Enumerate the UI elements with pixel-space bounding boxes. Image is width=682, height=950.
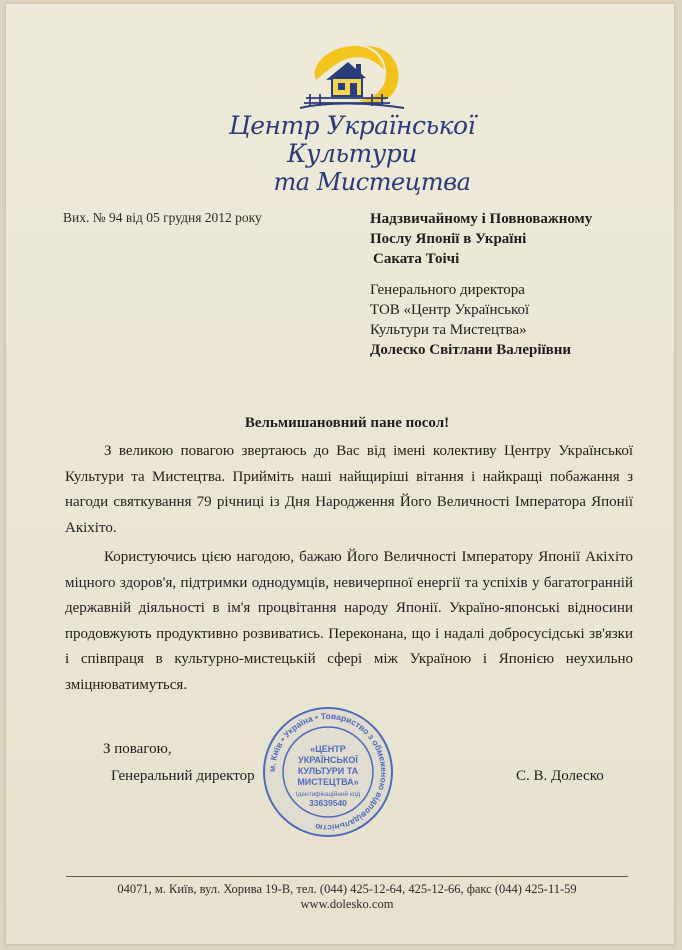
sender-line-1: Генерального директора bbox=[370, 282, 525, 298]
sender-name: Долеско Світлани Валеріївни bbox=[370, 342, 572, 358]
stamp-center-line-3: КУЛЬТУРИ ТА bbox=[297, 766, 359, 776]
stamp-code-label: Ідентифікаційний код bbox=[295, 791, 361, 798]
stamp-outer-text: м. Київ • Україна • Товариство з обмеженою відповідальністю bbox=[266, 710, 390, 834]
logo-wordmark bbox=[202, 112, 502, 196]
official-stamp-seal bbox=[262, 706, 394, 838]
letter-sheet bbox=[6, 4, 674, 944]
addressee-block bbox=[370, 209, 592, 269]
footer-website: www.dolesko.com bbox=[300, 897, 394, 911]
signer-position: Генеральний директор bbox=[111, 768, 255, 784]
signer-name: С. В. Долеско bbox=[516, 768, 604, 784]
sender-line-2: ТОВ «Центр Української bbox=[370, 302, 530, 318]
sender-block bbox=[370, 280, 571, 360]
outgoing-reference: Вих. № 94 від 05 грудня 2012 року bbox=[63, 210, 262, 225]
logo-line-1: Центр Української Культури bbox=[228, 111, 476, 168]
sender-line-3: Культури та Мистецтва» bbox=[370, 322, 527, 338]
stamp-center-line-4: МИСТЕЦТВА» bbox=[297, 777, 359, 787]
logo-line-2: та Мистецтва bbox=[273, 168, 471, 196]
closing: З повагою, bbox=[103, 741, 172, 757]
letter-body bbox=[65, 439, 633, 698]
stamp-center-line-2: УКРАЇНСЬКОЇ bbox=[298, 755, 358, 765]
stamp-center-line-1: «ЦЕНТР bbox=[310, 744, 346, 754]
addressee-line-3: Саката Тоічі bbox=[373, 251, 460, 267]
footer-address: 04071, м. Київ, вул. Хорива 19-В, тел. (044) 425-12-64, 425-12-66, факс (044) 425-11-59 bbox=[117, 882, 577, 896]
body-paragraph: Користуючись цією нагодою, бажаю Його Величності Імператору Японії Акіхіто міцного здоров'я, підтримки однодумців, невичерпної енергії та успіхів у багатогранній державній діяльності в ім'я процвітання народу Японії. Україно-японські відносини продовжують продуктивно розвиватись. Переконана, що і надалі добросусідські зв'язки і співпраця в культурно-мистецькій сфері між Україною і Японією неухильно зміцнюватимуться. bbox=[65, 549, 633, 693]
house-moon-logo-icon bbox=[296, 40, 408, 110]
addressee-line-1: Надзвичайному і Повноважному bbox=[370, 211, 593, 227]
stamp-code: 33639540 bbox=[309, 798, 347, 808]
footer-divider bbox=[66, 876, 628, 877]
body-paragraph: З великою повагою звертаюсь до Вас від імені колективу Центру Української Культури та Мистецтва. Прийміть наші найщиріші вітання і найкращі побажання з нагоди святкування 79 річниці із Дня Народження Його Величності Імператора Японії Акіхіто. bbox=[65, 443, 633, 536]
salutation: Вельмишановний пане посол! bbox=[244, 415, 450, 431]
addressee-line-2: Послу Японії в Україні bbox=[370, 231, 527, 247]
